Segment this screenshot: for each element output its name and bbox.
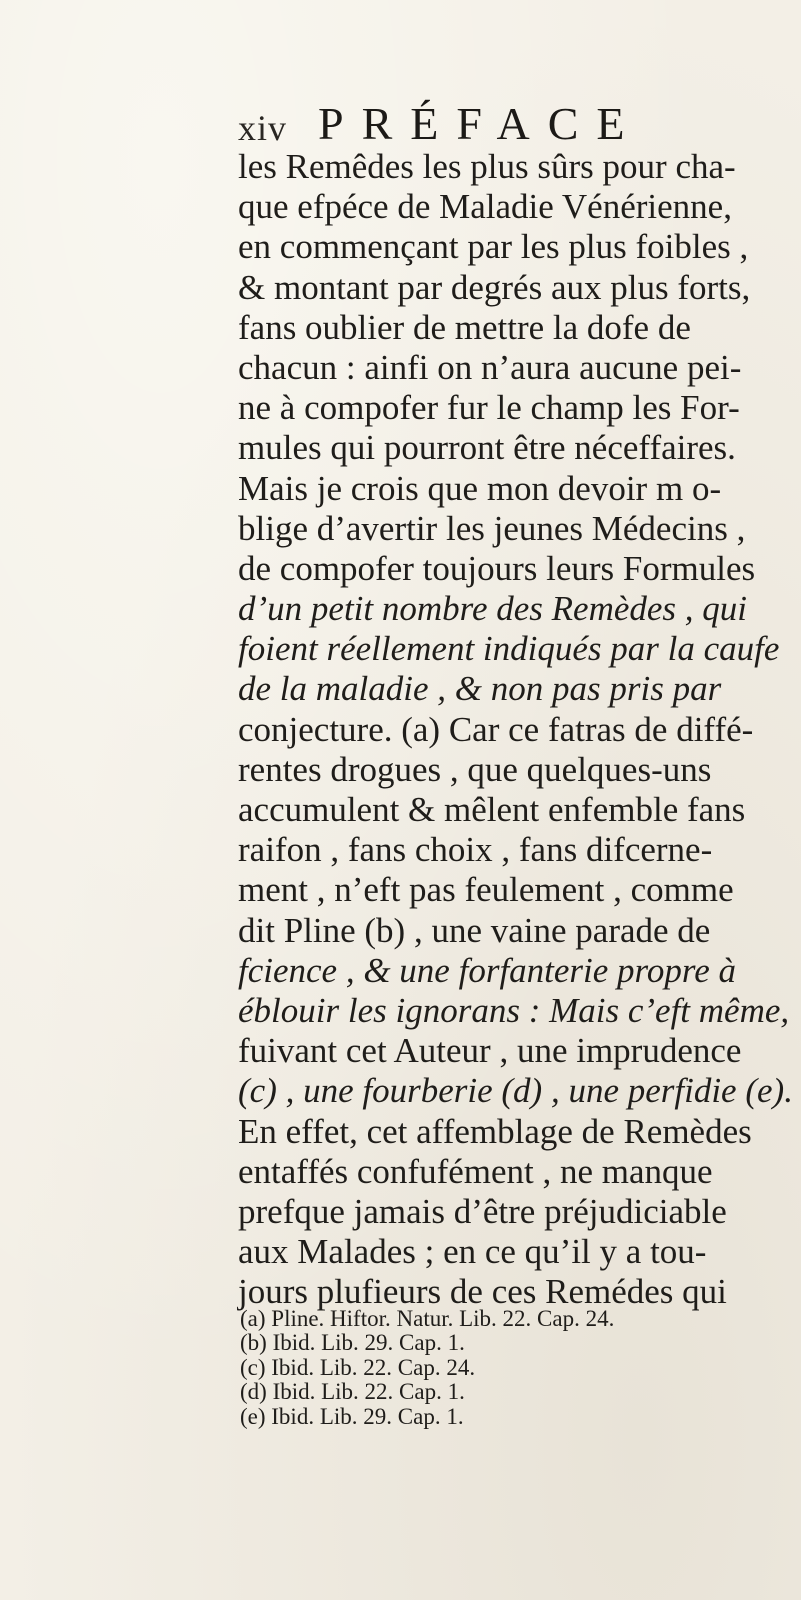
- text-line: jours plufieurs de ces Remédes qui: [238, 1272, 727, 1312]
- text-line: blige d’avertir les jeunes Médecins ,: [238, 508, 746, 548]
- footnote: (c) Ibid. Lib. 22. Cap. 24.: [240, 1354, 476, 1380]
- text-line: & montant par degrés aux plus forts,: [238, 267, 751, 307]
- text-line: chacun : ainfi on n’aura aucune pei-: [238, 347, 742, 387]
- text-line: En effet, cet affemblage de Remèdes: [238, 1111, 752, 1151]
- text-line: rentes drogues , que quelques-uns: [238, 749, 712, 789]
- text-line: de la maladie , & non pas pris par: [238, 669, 722, 709]
- text-line: foient réellement indiqués par la caufe: [238, 629, 780, 669]
- text-line: en commençant par les plus foibles ,: [238, 227, 749, 267]
- text-line: de compofer toujours leurs Formules: [238, 548, 756, 588]
- footnote: (d) Ibid. Lib. 22. Cap. 1.: [240, 1379, 465, 1405]
- text-line: Mais je crois que mon devoir m o-: [238, 468, 722, 508]
- text-line: raifon , fans choix , fans difcerne-: [238, 830, 713, 870]
- footnote: (e) Ibid. Lib. 29. Cap. 1.: [240, 1403, 464, 1429]
- text-line: éblouir les ignorans : Mais c’eft même,: [238, 990, 790, 1030]
- footnote: (b) Ibid. Lib. 29. Cap. 1.: [240, 1330, 465, 1356]
- body-text: [238, 147, 793, 1312]
- text-line: prefque jamais d’être préjudiciable: [238, 1191, 727, 1231]
- text-line: que efpéce de Maladie Vénérienne,: [238, 187, 732, 227]
- text-line: conjecture. (a) Car ce fatras de diffé-: [238, 709, 754, 749]
- page-title: PRÉFACE: [318, 98, 643, 149]
- footnote: (a) Pline. Hiftor. Natur. Lib. 22. Cap. 24.: [240, 1306, 615, 1331]
- text-line: (c) , une fourberie (d) , une perfidie (e).: [238, 1071, 793, 1111]
- text-line: ne à compofer fur le champ les For-: [238, 388, 740, 428]
- text-line: fans oublier de mettre la dofe de: [238, 307, 691, 347]
- page-number: xiv: [238, 108, 288, 148]
- text-line: les Remêdes les plus sûrs pour cha-: [238, 147, 736, 186]
- footnotes: [240, 1307, 760, 1429]
- text-line: accumulent & mêlent enfemble fans: [238, 790, 746, 829]
- text-line: ment , n’eft pas feulement , comme: [238, 870, 734, 910]
- text-line: dit Pline (b) , une vaine parade de: [238, 910, 711, 950]
- text-line: fcience , & une forfanterie propre à: [238, 950, 736, 990]
- text-line: mules qui pourront être néceffaires.: [238, 428, 736, 468]
- text-line: d’un petit nombre des Remèdes , qui: [238, 589, 748, 629]
- text-line: aux Malades ; en ce qu’il y a tou-: [238, 1232, 707, 1272]
- text-line: fuivant cet Auteur , une imprudence: [238, 1031, 742, 1071]
- text-line: entaffés confufément , ne manque: [238, 1151, 713, 1191]
